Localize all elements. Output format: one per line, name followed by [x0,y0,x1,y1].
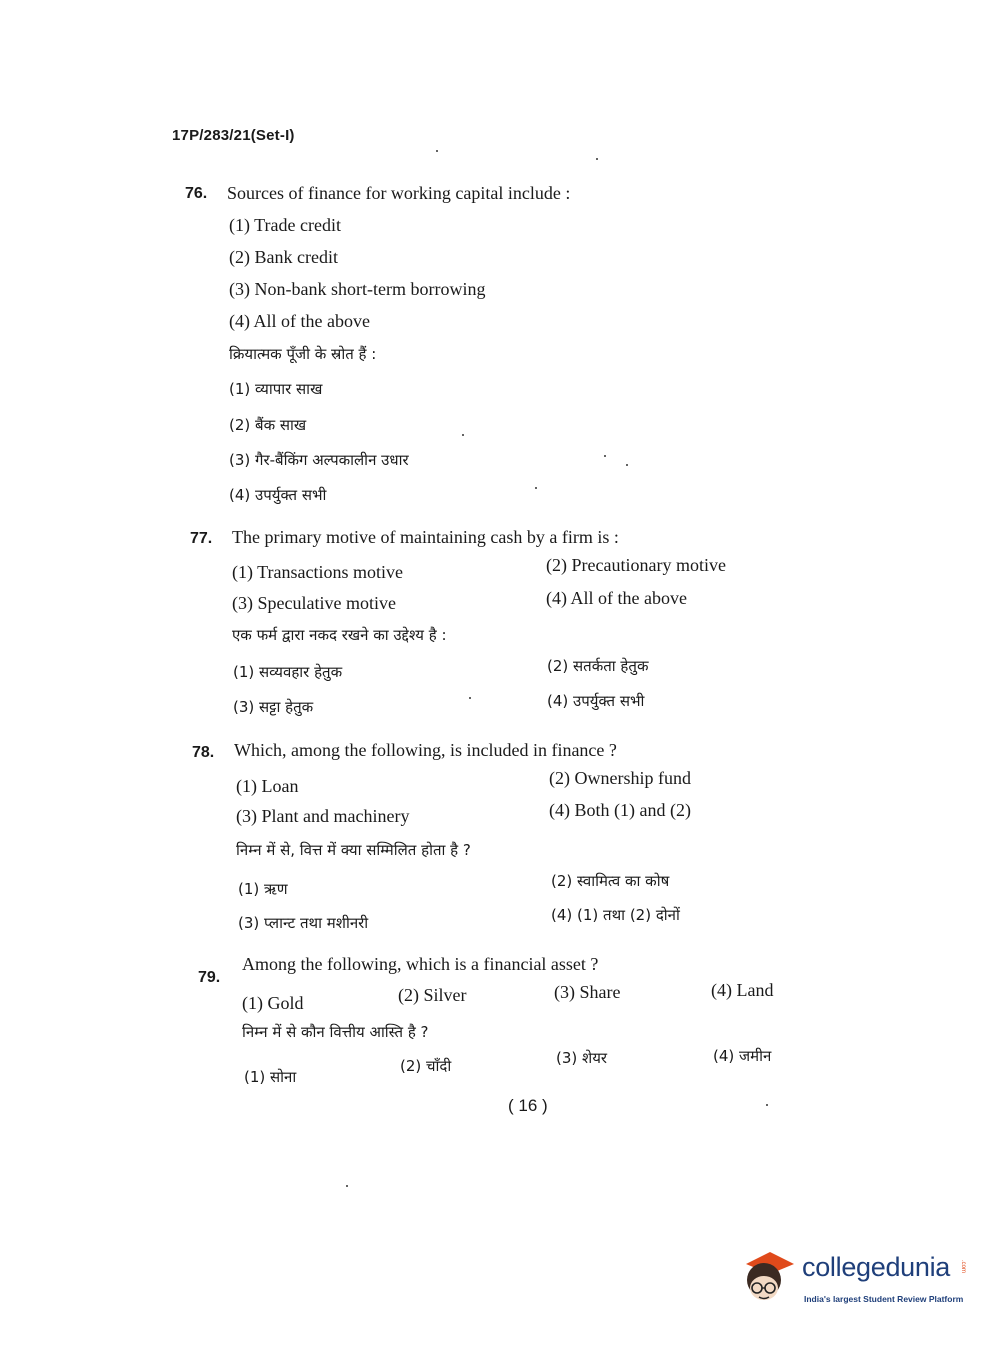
scan-speck [469,697,471,699]
scan-speck [535,487,537,489]
brand-suffix: .com [960,1260,966,1274]
collegedunia-logo [742,1250,972,1310]
option-en-3: (3) Plant and machinery [236,806,410,826]
question-text-en: Sources of finance for working capital include : [227,183,571,203]
scan-speck [626,464,628,466]
option-en-1: (1) Trade credit [229,215,341,235]
option-en-1: (1) Transactions motive [232,562,403,582]
scan-speck [604,455,606,457]
option-en-2: (2) Silver [398,985,467,1005]
question-text-hi: क्रियात्मक पूँजी के स्रोत हैं : [229,345,377,363]
option-hi-4: (4) उपर्युक्त सभी [547,692,645,710]
question-number: 76. [185,185,208,202]
option-en-4: (4) All of the above [229,311,370,331]
option-en-1: (1) Loan [236,776,299,796]
option-hi-3: (3) गैर-बैंकिंग अल्पकालीन उधार [229,451,409,469]
option-hi-1: (1) सोना [244,1068,297,1086]
option-hi-4: (4) (1) तथा (2) दोनों [551,906,680,924]
brand-tagline: India's largest Student Review Platform [804,1294,964,1304]
option-hi-4: (4) जमीन [713,1047,772,1065]
question-text-en: Which, among the following, is included in finance ? [234,740,617,760]
option-hi-2: (2) सतर्कता हेतुक [547,657,649,675]
option-hi-2: (2) बैंक साख [229,416,307,434]
option-hi-3: (3) सट्टा हेतुक [233,698,314,716]
option-hi-3: (3) शेयर [556,1049,608,1067]
option-en-1: (1) Gold [242,993,304,1013]
option-en-2: (2) Ownership fund [549,768,691,788]
brand-name: collegedunia [802,1252,951,1282]
question-number: 77. [190,530,213,547]
scan-speck [346,1185,348,1187]
scan-speck [596,158,598,160]
question-text-en: Among the following, which is a financial asset ? [242,954,599,974]
question-text-en: The primary motive of maintaining cash by a firm is : [232,527,619,547]
mascot-icon [742,1250,798,1306]
option-hi-1: (1) व्यापार साख [229,380,323,398]
option-hi-2: (2) स्वामित्व का कोष [551,872,670,890]
page-number: ( 16 ) [508,1096,548,1115]
option-en-4: (4) Both (1) and (2) [549,800,691,820]
option-en-3: (3) Speculative motive [232,593,396,613]
question-number: 78. [192,744,215,761]
paper-code: 17P/283/21(Set-I) [172,127,295,144]
option-hi-3: (3) प्लान्ट तथा मशीनरी [238,914,369,932]
option-hi-2: (2) चाँदी [400,1057,452,1075]
question-text-hi: एक फर्म द्वारा नकद रखने का उद्देश्य है : [232,626,447,644]
question-number: 79. [198,969,221,986]
option-en-2: (2) Bank credit [229,247,338,267]
option-hi-1: (1) सव्यवहार हेतुक [233,663,343,681]
scan-speck [462,434,464,436]
question-text-hi: निम्न में से कौन वित्तीय आस्ति है ? [242,1023,429,1041]
option-en-4: (4) Land [711,980,774,1000]
option-hi-4: (4) उपर्युक्त सभी [229,486,327,504]
scan-speck [436,150,438,152]
option-en-3: (3) Non-bank short-term borrowing [229,279,486,299]
option-en-3: (3) Share [554,982,621,1002]
option-en-4: (4) All of the above [546,588,687,608]
question-text-hi: निम्न में से, वित्त में क्या सम्मिलित होता है ? [236,841,471,859]
scan-speck [766,1104,768,1106]
option-hi-1: (1) ऋण [238,880,288,898]
option-en-2: (2) Precautionary motive [546,555,726,575]
